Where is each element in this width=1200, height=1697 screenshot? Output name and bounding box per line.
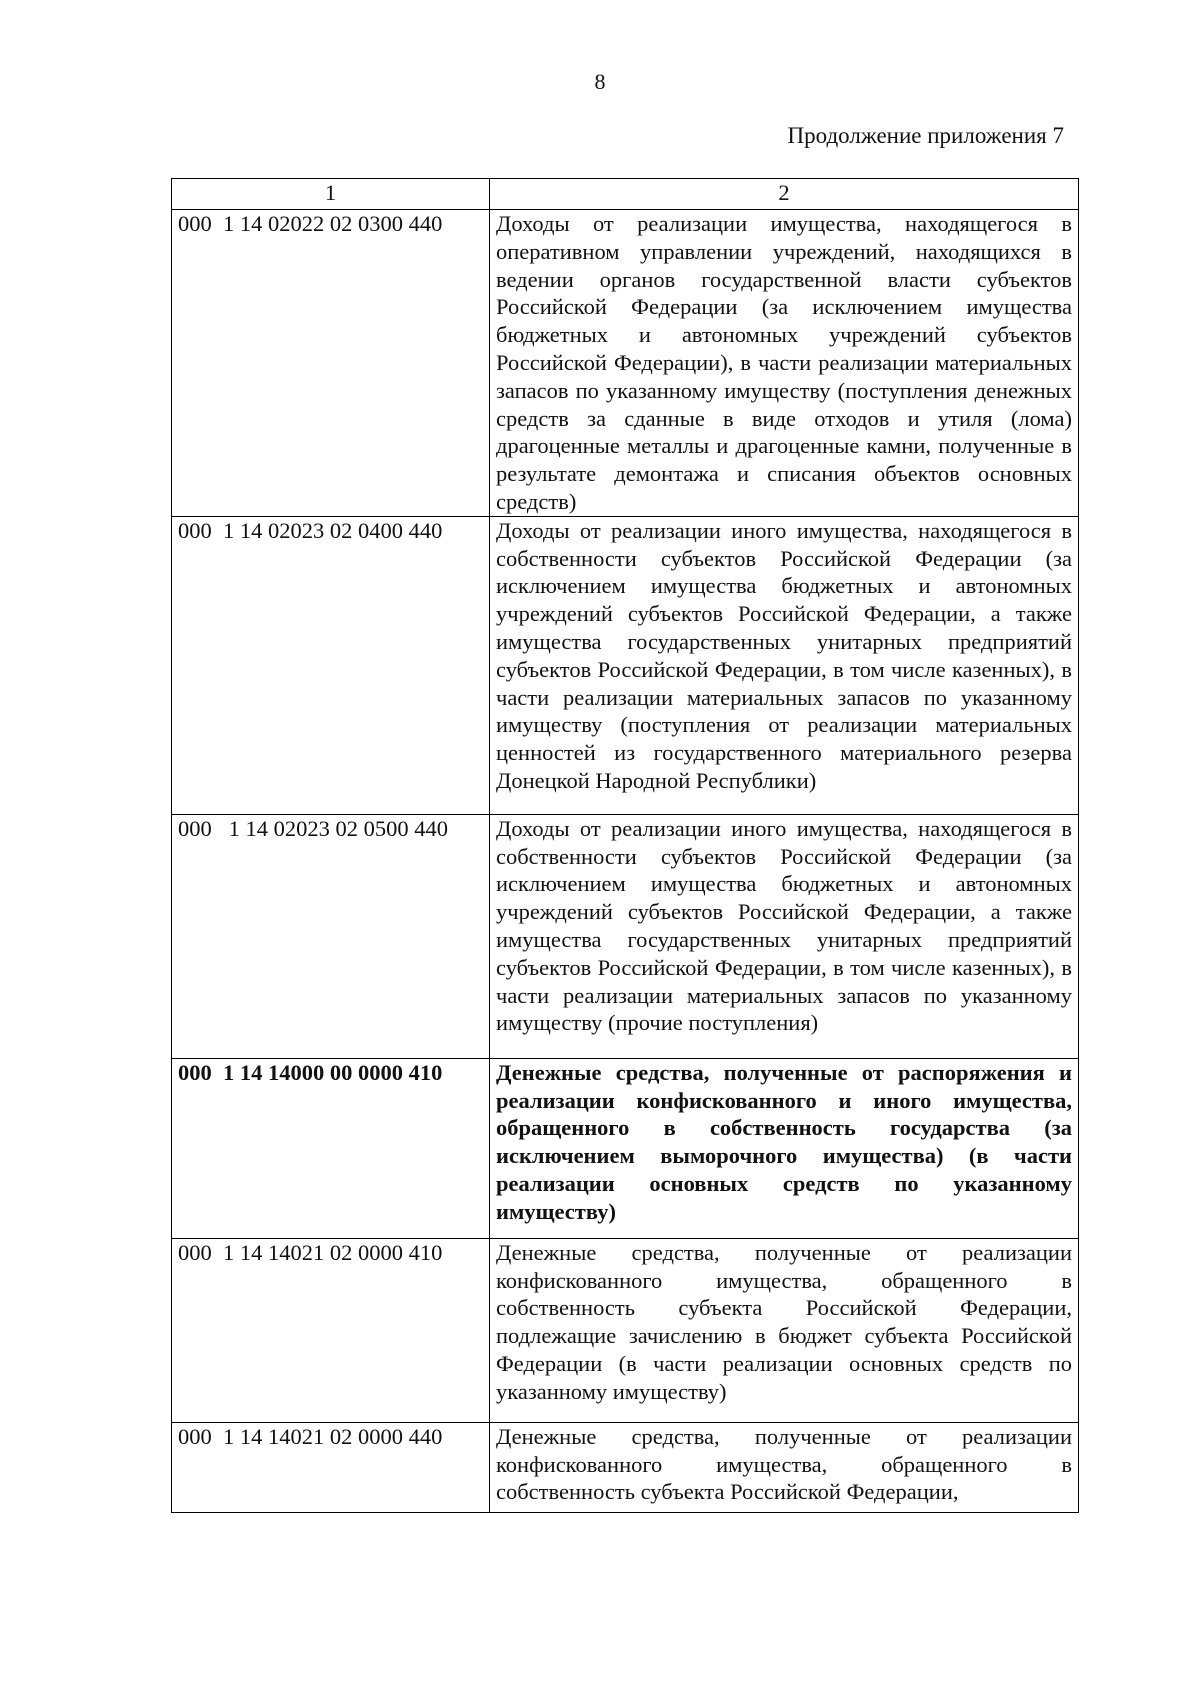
- table-row: [172, 516, 1079, 814]
- row-description: Денежные средства, полученные от реализации конфискованного имущества, обращенного в собственность субъекта Российской Федерации,: [490, 1422, 1079, 1512]
- row-description: Доходы от реализации имущества, находящегося в оперативном управлении учреждений, находящихся в ведении органов государственной власти субъектов Российской Федерации (за исключением имущества бюджетных и автономных учреждений субъектов Российской Федерации), в части реализации материальных запасов по указанному имуществу (поступления денежных средств за сданные в виде отходов и утиля (лома) драгоценные металлы и драгоценные камни, полученные в результате демонтажа и списания объектов основных средств): [490, 210, 1079, 517]
- row-code: 000 1 14 02022 02 0300 440: [172, 210, 490, 517]
- revenue-codes-table: [171, 178, 1079, 1513]
- row-code: 000 1 14 14021 02 0000 410: [172, 1238, 490, 1422]
- column-header-description: 2: [490, 179, 1079, 210]
- column-header-code: 1: [172, 179, 490, 210]
- row-description: Денежные средства, полученные от реализации конфискованного имущества, обращенного в собственность субъекта Российской Федерации, подлежащие зачислению в бюджет субъекта Российской Федерации (в части реализации основных средств по указанному имуществу): [490, 1238, 1079, 1422]
- row-description: Доходы от реализации иного имущества, находящегося в собственности субъектов Российской Федерации (за исключением имущества бюджетных и автономных учреждений субъектов Российской Федерации, а также имущества государственных унитарных предприятий субъектов Российской Федерации, в том числе казенных), в части реализации материальных запасов по указанному имуществу (поступления от реализации материальных ценностей из государственного материального резерва Донецкой Народной Республики): [490, 516, 1079, 814]
- table-row: [172, 210, 1079, 517]
- table-row: [172, 1238, 1079, 1422]
- row-description: Денежные средства, полученные от распоряжения и реализации конфискованного и иного имущества, обращенного в собственность государства (за исключением выморочного имущества) (в части реализации основных средств по указанному имуществу): [490, 1058, 1079, 1238]
- continuation-label: Продолжение приложения 7: [787, 123, 1064, 148]
- row-description: Доходы от реализации иного имущества, находящегося в собственности субъектов Российской Федерации (за исключением имущества бюджетных и автономных учреждений субъектов Российской Федерации, а также имущества государственных унитарных предприятий субъектов Российской Федерации, в том числе казенных), в части реализации материальных запасов по указанному имуществу (прочие поступления): [490, 814, 1079, 1058]
- row-code: 000 1 14 14021 02 0000 440: [172, 1422, 490, 1512]
- table-row: [172, 814, 1079, 1058]
- row-code: 000 1 14 02023 02 0500 440: [172, 814, 490, 1058]
- table-header-row: [172, 179, 1079, 210]
- table-row: [172, 1058, 1079, 1238]
- table-row: [172, 1422, 1079, 1512]
- row-code: 000 1 14 02023 02 0400 440: [172, 516, 490, 814]
- row-code: 000 1 14 14000 00 0000 410: [172, 1058, 490, 1238]
- page-number: 8: [594, 69, 606, 94]
